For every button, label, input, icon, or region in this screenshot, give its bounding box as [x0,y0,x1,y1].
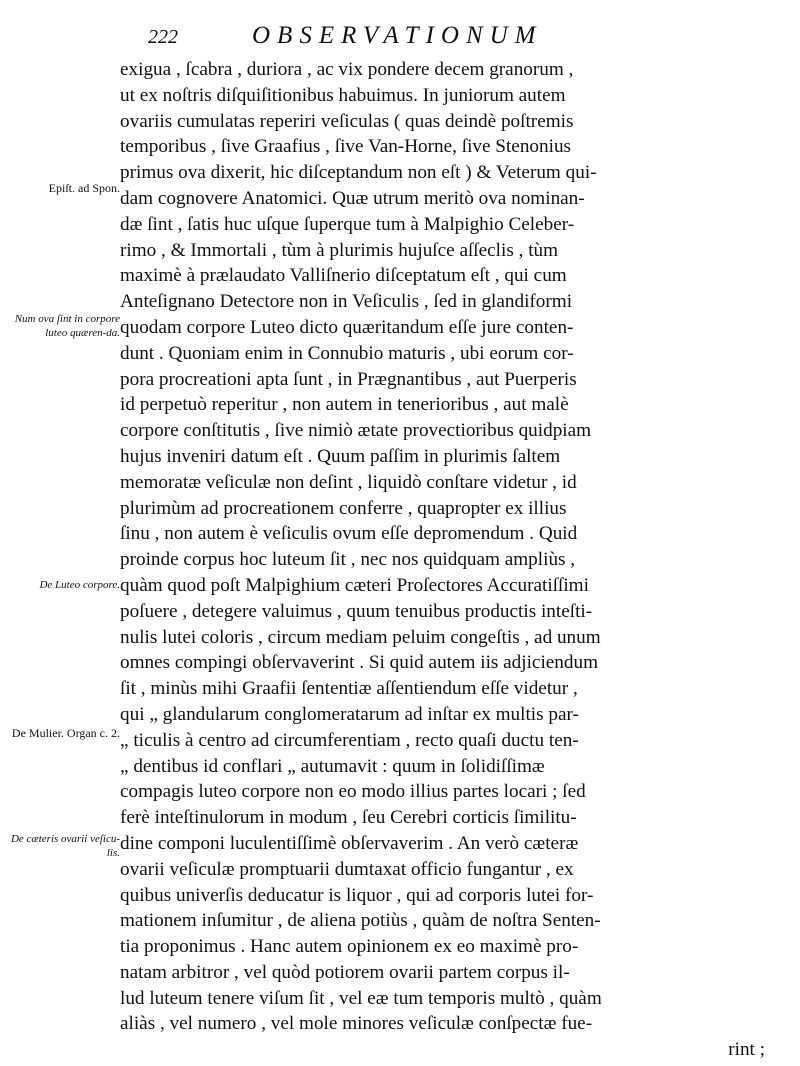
text-line: aliàs , vel numero , vel mole minores veſiculæ conſpectæ fue- [120,1013,593,1035]
text-line: quodam corpore Luteo dicto quæritandum eſſe jure conten- [120,316,574,338]
text-line: temporibus , ſive Graafius , ſive Van-Horne, ſive Stenonius [120,136,571,158]
text-line: ſinu , non autem è veſiculis ovum eſſe depromendum . Quid [120,523,578,545]
text-line: id perpetuò reperitur , non autem in tenerioribus , aut malè [120,394,569,416]
text-line: quibus univerſis deducatur is liquor , qui ad corporis lutei for- [120,884,594,906]
page-number: 222 [148,26,178,48]
text-line: tia proponimus . Hanc autem opinionem ex eo maximè pro- [120,936,579,958]
text-line: primus ova dixerit, hic diſceptandum non eſt ) & Veterum qui- [120,162,597,184]
margin-note-num-ova: Num ova ſint in corpore luteo quæren-da. [14,313,120,339]
text-line: corpore conſtitutis , ſive nimiò ætate provectioribus quidpiam [120,420,592,442]
text-line: ut ex noſtris diſquiſitionibus habuimus. In juniorum autem [120,84,566,106]
text-line: quàm quod poſt Malpighium cæteri Proſectores Accuratiſſimi [120,574,589,596]
text-line: poſuere , detegere valuimus , quum tenuibus productis inteſti- [120,600,593,622]
text-line: compagis luteo corpore non eo modo illius partes locari ; ſed [120,781,586,803]
text-line: plurimùm ad procreationem conferre , quapropter ex illius [120,497,567,519]
text-line: natam arbitror , vel quòd potiorem ovarii partem corpus il- [120,961,570,983]
margin-note-de-ceteris-ovarii: De cæteris ovarii veſicu-lis. [10,833,120,859]
text-line: mationem inſumitur , de aliena potiùs , quàm de noſtra Senten- [120,910,601,932]
text-line: maximè à prælaudato Valliſnerio diſceptatum eſt , qui cum [120,265,567,287]
margin-note-de-luteo-corpore: De Luteo corpore. [39,579,120,591]
text-line: ferè inteſtinulorum in modum , ſeu Cerebri corticis ſimilitu- [120,807,577,829]
text-line: exigua , ſcabra , duriora , ac vix pondere decem granorum , [120,59,574,80]
text-line: qui „ glandularum conglomeratarum ad inſtar ex multis par- [120,703,579,725]
text-line: proinde corpus hoc luteum ſit , nec nos quidquam ampliùs , [120,549,576,571]
text-line: dine componi luculentiſſimè obſervaverim . An verò cæteræ [120,832,579,854]
text-line: ovariis cumulatas reperiri veſiculas ( quas deindè poſtremis [120,110,574,132]
text-line-final: rint ; [728,1039,765,1061]
text-line: dunt . Quoniam enim in Connubio maturis , ubi eorum cor- [120,342,574,364]
text-line: pora procreationi apta ſunt , in Prægnantibus , aut Puerperis [120,368,577,390]
text-line: dæ ſint , ſatis huc uſque ſuperque tum à Malpighio Celeber- [120,213,575,235]
text-line: rimo , & Immortali , tùm à plurimis hujuſce aſſeclis , tùm [120,239,559,261]
text-line: „ ticulis à centro ad circumferentiam , recto quaſi ductu ten- [120,729,579,751]
text-line: memoratæ veſiculæ non deſint , liquidò conſtare videtur , id [120,471,577,493]
margin-note-epist-ad-spon: Epiſt. ad Spon. [48,181,120,195]
text-line: dam cognovere Anatomici. Quæ utrum meritò ova nominan- [120,187,585,209]
body-text [120,57,765,1063]
text-line: ſit , minùs mihi Graafii ſententiæ aſſentiendum eſſe videtur , [120,678,578,700]
text-line: nulis lutei coloris , circum mediam peluim congeſtis , ad unum [120,626,601,648]
text-line: Anteſignano Detectore non in Veſiculis , ſed in glandiformi [120,291,573,313]
margin-note-de-mulier-organ: De Mulier. Organ c. 2. [11,726,120,740]
text-line: ovarii veſiculæ promptuarii dumtaxat officio fungantur , ex [120,858,574,880]
text-line: „ dentibus id conflari „ autumavit : quum in ſolidiſſimæ [120,755,545,777]
text-line: lud luteum tenere viſum ſit , vel eæ tum temporis multò , quàm [120,987,602,1009]
text-line: hujus inveniri datum eſt . Quum paſſim in plurimis ſaltem [120,445,561,467]
text-line: omnes compingi obſervaverint . Si quid autem iis adjiciendum [120,652,599,674]
running-title: OBSERVATIONUM [252,22,543,49]
